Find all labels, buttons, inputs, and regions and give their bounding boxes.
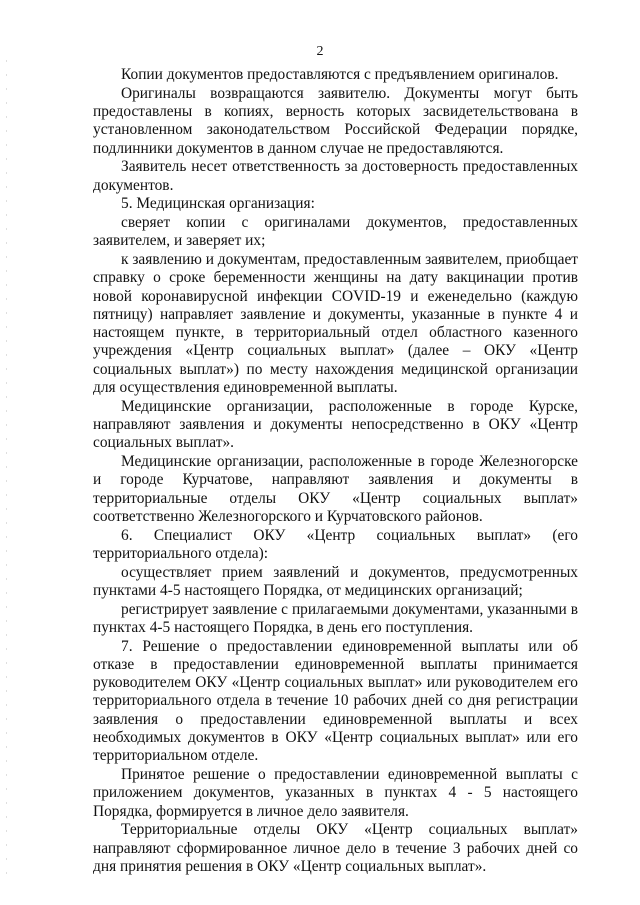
page-number: 2 bbox=[316, 44, 324, 59]
paragraph-verify-copies: сверяет копии с оригиналами документов, предоставленных заявителем, и заверяет их; bbox=[93, 213, 578, 250]
paragraph-personal-file: Принятое решение о предоставлении единовременной выплаты с приложением документов, указанных в пунктах 4 - 5 настоящего Порядка, формируется в личное дело заявителя. bbox=[93, 765, 578, 820]
paragraph-copies: Копии документов предоставляются с предъявлением оригиналов. bbox=[121, 66, 559, 83]
paragraph-kursk-orgs: Медицинские организации, расположенные в городе Курске, направляют заявления и документы непосредственно в ОКУ «Центр социальных выплат». bbox=[93, 397, 578, 452]
paragraph-zheleznogorsk-orgs: Медицинские организации, расположенные в городе Железногорске и городе Курчатове, направляют заявления и документы в территориальные отделы ОКУ «Центр социальных выплат» соответственно Железногорского и Курчатовского районов. bbox=[93, 452, 578, 525]
paragraph-section-5: 5. Медицинская организация: bbox=[121, 195, 315, 213]
paragraph-section-6: 6. Специалист ОКУ «Центр социальных выплат» (его территориального отдела): bbox=[93, 526, 578, 562]
paragraph-attach-certificate: к заявлению и документам, предоставленным заявителем, приобщает справку о сроке беременности женщины на дату вакцинации против новой коронавирусной инфекции COVID-19 и еженедельно (каждую пятницу) направляет заявление и документы, указанные в пункте 4 и настоящем пункте, в территориальный отдел областного казенного учреждения «Центр социальных выплат» (далее – ОКУ «Центр социальных выплат») по месту нахождения медицинской организации для осуществления единовременной выплаты. bbox=[93, 250, 579, 396]
paragraph-originals: Оригиналы возвращаются заявителю. Документы могут быть предоставлены в копиях, верность которых засвидетельствована в установленном законодательством Российской Федерации порядке, подлинники документов в данном случае не предоставляются. bbox=[93, 84, 578, 157]
paragraph-register-application: регистрирует заявление с прилагаемыми документами, указанными в пунктах 4-5 настоящего Порядка, в день его поступления. bbox=[93, 600, 578, 636]
paragraph-accept-applications: осуществляет прием заявлений и документов, предусмотренных пунктами 4-5 настоящего Порядка, от медицинских организаций; bbox=[93, 563, 578, 599]
document-body bbox=[93, 66, 578, 877]
paragraph-section-7: 7. Решение о предоставлении единовременной выплаты или об отказе в предоставлении единовременной выплаты принимается руководителем ОКУ «Центр социальных выплат» или руководителем его территориального отдела в течение 10 рабочих дней со дня регистрации заявления о предоставлении единовременной выплаты и всех необходимых документов в ОКУ «Центр социальных выплат» или его территориальном отделе. bbox=[93, 637, 578, 765]
scan-edge-artifact bbox=[6, 60, 7, 880]
paragraph-responsibility: Заявитель несет ответственность за достоверность предоставленных документов. bbox=[93, 158, 578, 194]
paragraph-territorial-departments: Территориальные отделы ОКУ «Центр социальных выплат» направляют сформированное личное дело в течение 3 рабочих дней со дня принятия решения в ОКУ «Центр социальных выплат». bbox=[93, 821, 578, 875]
